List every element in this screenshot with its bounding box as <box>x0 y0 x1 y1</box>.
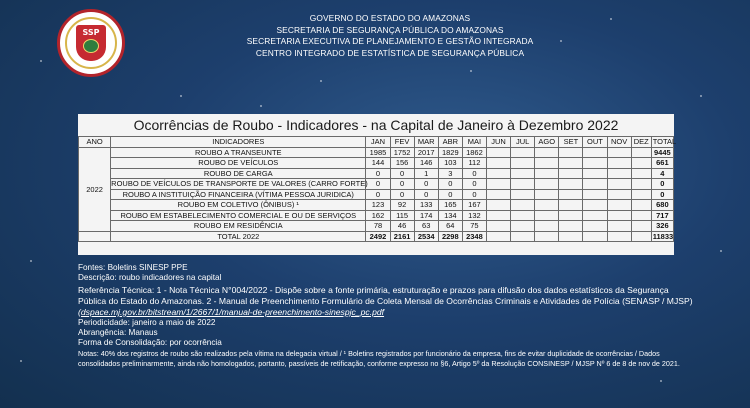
row-total-cell: 717 <box>651 210 673 221</box>
month-value-cell <box>486 200 510 211</box>
month-value-cell: 1829 <box>438 147 462 158</box>
month-value-cell: 0 <box>462 168 486 179</box>
indicator-label <box>111 158 366 169</box>
data-table-card <box>78 114 677 255</box>
indicator-label <box>111 221 366 232</box>
month-value-cell: 134 <box>438 210 462 221</box>
column-header: TOTAL <box>652 137 677 147</box>
month-total-cell <box>511 231 535 242</box>
grand-total-cell: 11833 <box>652 231 674 241</box>
header-line-2: SECRETARIA DE SEGURANÇA PÚBLICA DO AMAZONAS <box>276 24 504 35</box>
month-value-cell: 1862 <box>462 147 486 158</box>
month-value-cell: 0 <box>390 189 414 200</box>
month-value-cell <box>607 210 631 221</box>
month-value-cell <box>583 168 607 179</box>
month-value-cell: 146 <box>414 158 438 169</box>
month-value-cell <box>486 147 510 158</box>
total-row-spacer <box>79 231 111 242</box>
month-value-cell <box>607 221 631 232</box>
ssp-logo <box>57 9 125 77</box>
table-row <box>79 147 674 158</box>
month-value-cell <box>583 210 607 221</box>
indicator-label <box>111 147 366 158</box>
month-value-cell: 165 <box>438 200 462 211</box>
month-value-cell <box>631 168 651 179</box>
header-block <box>200 13 580 59</box>
month-value-cell <box>535 168 559 179</box>
month-value-cell: 132 <box>462 210 486 221</box>
row-total-cell: 9445 <box>651 147 673 158</box>
table-row <box>79 189 674 200</box>
column-header: DEZ <box>631 137 651 148</box>
month-total-cell <box>631 231 651 242</box>
month-value-cell: 112 <box>462 158 486 169</box>
month-value-cell: 0 <box>390 179 414 190</box>
column-header: MAR <box>414 137 438 148</box>
month-total-cell <box>535 231 559 242</box>
month-value-cell <box>535 200 559 211</box>
month-value-cell <box>607 158 631 169</box>
shield-icon <box>76 25 106 61</box>
month-value-cell: 103 <box>438 158 462 169</box>
abrangencia-text: Abrangência: Manaus <box>78 328 158 337</box>
month-value-cell: 1 <box>414 168 438 179</box>
column-header: AGO <box>535 137 559 148</box>
column-header: ANO <box>79 137 111 148</box>
month-value-cell: 167 <box>462 200 486 211</box>
month-value-cell: 0 <box>390 168 414 179</box>
month-value-cell: 63 <box>414 221 438 232</box>
month-value-cell <box>559 168 583 179</box>
indicator-label-text: ROUBO A TRANSEUNTE <box>195 147 282 157</box>
month-value-cell: 0 <box>366 179 390 190</box>
table-row <box>79 158 674 169</box>
row-total-cell: 4 <box>651 168 673 179</box>
month-value-cell <box>535 210 559 221</box>
month-value-cell <box>559 147 583 158</box>
month-total-cell: 2161 <box>390 231 414 242</box>
column-header: MAI <box>462 137 486 148</box>
consolidacao-text: Forma de Consolidação: por ocorrência <box>78 338 222 347</box>
column-header: JAN <box>366 137 390 148</box>
month-value-cell: 174 <box>414 210 438 221</box>
month-value-cell <box>535 179 559 190</box>
month-value-cell: 92 <box>390 200 414 211</box>
month-value-cell <box>511 179 535 190</box>
month-value-cell <box>631 179 651 190</box>
month-value-cell <box>486 221 510 232</box>
month-value-cell <box>607 189 631 200</box>
month-value-cell: 64 <box>438 221 462 232</box>
month-value-cell <box>535 221 559 232</box>
column-header: ABR <box>438 137 462 148</box>
manual-link[interactable]: (dspace.mj.gov.br/bitstream/1/2667/1/manual-de-preenchimento-sinespjc_pc.pdf <box>78 307 385 317</box>
month-value-cell: 156 <box>390 158 414 169</box>
column-header: SET <box>559 137 583 148</box>
month-value-cell: 133 <box>414 200 438 211</box>
indicator-label <box>111 189 366 200</box>
month-value-cell <box>511 221 535 232</box>
month-value-cell <box>607 200 631 211</box>
row-total-cell: 680 <box>651 200 673 211</box>
month-value-cell <box>559 210 583 221</box>
month-value-cell <box>535 189 559 200</box>
month-value-cell <box>607 147 631 158</box>
indicator-label-text: ROUBO EM RESIDÊNCIA <box>193 221 283 231</box>
month-value-cell: 123 <box>366 200 390 211</box>
month-value-cell <box>535 147 559 158</box>
header-line-1: GOVERNO DO ESTADO DO AMAZONAS <box>309 13 471 23</box>
month-value-cell <box>486 158 510 169</box>
descricao-text: Descrição: roubo indicadores na capital <box>78 273 222 282</box>
notas-text: Notas: 40% dos registros de roubo são realizados pela vítima na delegacia virtual / ¹ Boletins registrados por funcionário da empresa, fins de evitar duplicidade de ocorrências / Dados consolidados preliminarmente, ainda não homologados, portanto, passíveis de retificação, conforme expresso no §6, Artigo 5º da Resolução CONSINESP / MJSP Nº 6 de 8 de nov de 2021. <box>78 349 680 368</box>
indicator-label-text: ROUBO DE CARGA <box>203 168 273 178</box>
indicator-label-text: ROUBO EM ESTABELECIMENTO COMERCIAL E OU DE SERVIÇOS <box>120 210 357 220</box>
month-value-cell: 1985 <box>366 147 390 158</box>
periodicidade-text: Periodicidade: janeiro a maio de 2022 <box>78 318 216 327</box>
month-value-cell <box>559 221 583 232</box>
table-row <box>79 200 674 211</box>
month-value-cell <box>486 210 510 221</box>
month-value-cell <box>511 147 535 158</box>
row-total-cell: 0 <box>651 179 673 190</box>
fontes-text: Fontes: Boletins SINESP PPE <box>78 263 188 272</box>
month-value-cell: 0 <box>414 179 438 190</box>
month-value-cell: 78 <box>366 221 390 232</box>
month-value-cell <box>583 200 607 211</box>
month-value-cell <box>631 210 651 221</box>
month-value-cell: 0 <box>366 189 390 200</box>
month-value-cell <box>631 221 651 232</box>
month-value-cell <box>631 158 651 169</box>
month-value-cell: 0 <box>462 189 486 200</box>
month-total-cell: 2492 <box>366 231 390 242</box>
month-value-cell: 3 <box>438 168 462 179</box>
month-value-cell <box>559 200 583 211</box>
month-value-cell <box>583 147 607 158</box>
month-value-cell <box>511 210 535 221</box>
table-title: Ocorrências de Roubo - Indicadores - na Capital de Janeiro à Dezembro 2022 <box>133 117 619 133</box>
year-cell: 2022 <box>79 147 111 231</box>
header-line-4: CENTRO INTEGRADO DE ESTATÍSTICA DE SEGURANÇA PÚBLICA <box>255 47 525 58</box>
month-value-cell <box>631 147 651 158</box>
month-total-cell <box>486 231 510 242</box>
month-value-cell: 162 <box>366 210 390 221</box>
month-total-cell: 2298 <box>438 231 462 242</box>
month-value-cell: 0 <box>438 189 462 200</box>
month-value-cell <box>486 189 510 200</box>
indicator-label-text: ROUBO DE VEÍCULOS <box>198 158 279 168</box>
row-total-cell: 0 <box>651 189 673 200</box>
month-value-cell <box>583 221 607 232</box>
month-value-cell <box>511 168 535 179</box>
total-row-label: TOTAL 2022 <box>111 231 366 242</box>
table-header-row <box>79 137 674 148</box>
indicator-label-text: ROUBO EM COLETIVO (ÔNIBUS) ¹ <box>177 200 299 210</box>
column-header: OUT <box>583 137 607 148</box>
header-line-3: SECRETARIA EXECUTIVA DE PLANEJAMENTO E GESTÃO INTEGRADA <box>246 36 534 46</box>
month-value-cell <box>511 158 535 169</box>
month-value-cell <box>559 158 583 169</box>
month-value-cell: 144 <box>366 158 390 169</box>
month-value-cell: 2017 <box>414 147 438 158</box>
month-total-cell <box>607 231 631 242</box>
logo-text: SSP <box>82 28 100 37</box>
indicator-label <box>111 168 366 179</box>
month-total-cell: 2534 <box>414 231 438 242</box>
month-value-cell <box>583 179 607 190</box>
month-value-cell <box>559 179 583 190</box>
month-value-cell <box>607 168 631 179</box>
month-value-cell: 46 <box>390 221 414 232</box>
indicator-label <box>111 179 366 190</box>
referencia-text <box>78 285 698 318</box>
referencia-body: Referência Técnica: 1 - Nota Técnica N°004/2022 - Dispõe sobre a fonte primária, estruturação e prazos para difusão dos dados estatísticos da Segurança Pública do Estado do Amazonas. 2 - Manual de Preenchimento Formulário de Coleta Mensal de Ocorrências Criminais e Atividades de Polícia (SENASP / MJSP) <box>78 285 693 306</box>
month-value-cell: 0 <box>462 179 486 190</box>
month-value-cell <box>511 189 535 200</box>
table-row <box>79 179 674 190</box>
column-header: JUN <box>486 137 510 148</box>
month-total-cell: 2348 <box>462 231 486 242</box>
month-value-cell: 1752 <box>390 147 414 158</box>
table-row <box>79 168 674 179</box>
column-header: FEV <box>390 137 414 148</box>
month-value-cell <box>583 158 607 169</box>
month-value-cell: 0 <box>438 179 462 190</box>
month-value-cell <box>631 189 651 200</box>
month-value-cell <box>511 200 535 211</box>
indicator-label-text: ROUBO A INSTITUIÇÃO FINANCEIRA (VÍTIMA PESSOA JURIDICA) <box>122 189 354 199</box>
month-value-cell <box>631 200 651 211</box>
column-header: JUL <box>511 137 535 148</box>
month-value-cell <box>486 179 510 190</box>
indicator-label <box>111 210 366 221</box>
indicator-label <box>111 200 366 211</box>
column-header: INDICADORES <box>111 137 366 148</box>
table-row <box>79 221 674 232</box>
table-row <box>79 210 674 221</box>
month-value-cell <box>583 189 607 200</box>
column-header: NOV <box>607 137 631 148</box>
indicator-label-text: ROUBO DE VEÍCULOS DE TRANSPORTE DE VALORES (CARRO FORTE) <box>111 179 368 189</box>
month-value-cell: 0 <box>366 168 390 179</box>
month-total-cell <box>559 231 583 242</box>
indicators-table <box>78 136 677 242</box>
month-value-cell: 115 <box>390 210 414 221</box>
month-total-cell <box>583 231 607 242</box>
month-value-cell: 75 <box>462 221 486 232</box>
total-row <box>79 231 674 242</box>
footer-notes <box>78 263 698 369</box>
month-value-cell: 0 <box>414 189 438 200</box>
month-value-cell <box>535 158 559 169</box>
row-total-cell: 661 <box>651 158 673 169</box>
month-value-cell <box>486 168 510 179</box>
month-value-cell <box>607 179 631 190</box>
month-value-cell <box>559 189 583 200</box>
row-total-cell: 326 <box>651 221 673 232</box>
